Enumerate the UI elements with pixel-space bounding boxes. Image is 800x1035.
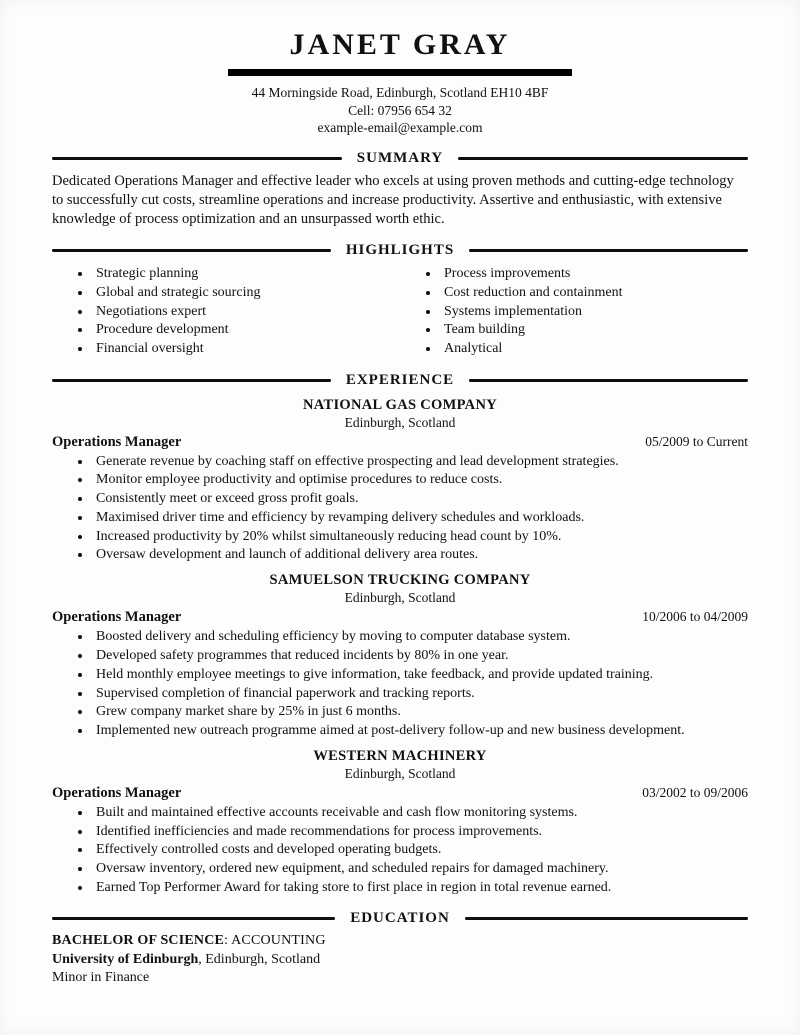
job-role: Operations Manager <box>52 609 182 626</box>
section-rule-left <box>52 379 331 382</box>
list-item: • Consistently meet or exceed gross profit goals. <box>92 490 748 508</box>
summary-text: Dedicated Operations Manager and effective leader who excels at using proven methods and cutting-edge technology to successfully cut costs, streamline operations and increase productivity. Assertive and enthusiastic, with extensive knowledge of process optimization and an unsurpassed worth ethic. <box>52 172 734 228</box>
job-role: Operations Manager <box>52 784 182 801</box>
list-item: • Identified inefficiencies and made recommendations for process improvements. <box>92 823 748 841</box>
contact-email: example-email@example.com <box>317 120 483 136</box>
section-rule-right <box>465 917 748 920</box>
education-section-header <box>52 910 748 927</box>
education-degree <box>52 932 748 951</box>
experience-job <box>52 397 748 565</box>
list-item: • Global and strategic sourcing <box>92 284 400 302</box>
section-rule-right <box>458 157 748 160</box>
list-item: • Strategic planning <box>92 265 400 283</box>
experience-section-header <box>52 372 748 389</box>
experience-job <box>52 572 748 740</box>
contact-address: 44 Morningside Road, Edinburgh, Scotland EH10 4BF <box>251 85 549 100</box>
role-row <box>52 434 748 451</box>
list-item: • Financial oversight <box>92 340 400 358</box>
list-item: • Effectively controlled costs and developed operating budgets. <box>92 841 748 859</box>
list-item: • Held monthly employee meetings to give information, take feedback, and provide updated training. <box>92 666 748 684</box>
highlights-right-list <box>400 264 748 358</box>
summary-section-header <box>52 150 748 167</box>
list-item: • Maximised driver time and efficiency by revamping delivery schedules and workloads. <box>92 509 748 527</box>
experience-section-title: EXPERIENCE <box>345 371 455 388</box>
section-rule-left <box>52 157 342 160</box>
list-item: • Procedure development <box>92 321 400 339</box>
highlights-section-header <box>52 242 748 259</box>
highlights-section-title: HIGHLIGHTS <box>345 242 455 259</box>
company-location: Edinburgh, Scotland <box>344 414 456 430</box>
company-location: Edinburgh, Scotland <box>344 590 456 606</box>
list-item: • Built and maintained effective accounts receivable and cash flow monitoring systems. <box>92 804 748 822</box>
experience-job <box>52 748 748 897</box>
job-dates: 10/2006 to 04/2009 <box>642 609 748 625</box>
list-item: • Earned Top Performer Award for taking store to first place in region in total revenue earned. <box>92 879 748 897</box>
list-item: • Grew company market share by 25% in just 6 months. <box>92 703 748 721</box>
list-item: • Team building <box>440 321 748 339</box>
list-item: • Monitor employee productivity and optimise procedures to reduce costs. <box>92 471 748 489</box>
job-dates: 03/2002 to 09/2006 <box>642 784 748 800</box>
list-item: • Oversaw inventory, ordered new equipment, and scheduled repairs for damaged machinery. <box>92 860 748 878</box>
list-item: • Process improvements <box>440 265 748 283</box>
section-rule-left <box>52 917 335 920</box>
school-detail: , Edinburgh, Scotland <box>198 951 321 967</box>
highlights-left-list <box>52 264 400 358</box>
job-role: Operations Manager <box>52 433 182 450</box>
company-name: WESTERN MACHINERY <box>313 747 487 764</box>
contact-phone: Cell: 07956 654 32 <box>348 102 452 118</box>
role-row <box>52 609 748 626</box>
list-item: • Boosted delivery and scheduling efficiency by moving to computer database system. <box>92 628 748 646</box>
resume-header <box>52 28 748 137</box>
list-item: • Developed safety programmes that reduced incidents by 80% in one year. <box>92 647 748 665</box>
list-item: • Supervised completion of financial paperwork and tracking reports. <box>92 685 748 703</box>
education-school <box>52 951 748 970</box>
list-item: • Systems implementation <box>440 303 748 321</box>
company-location: Edinburgh, Scotland <box>344 765 456 781</box>
education-block <box>52 932 748 989</box>
list-item: • Oversaw development and launch of additional delivery area routes. <box>92 546 748 564</box>
degree-name: BACHELOR OF SCIENCE <box>52 932 225 948</box>
section-rule-right <box>469 249 748 252</box>
section-rule-right <box>469 379 748 382</box>
summary-section-title: SUMMARY <box>356 149 444 166</box>
name-underline-bar <box>228 69 572 76</box>
job-bullet-list <box>52 804 748 897</box>
role-row <box>52 785 748 802</box>
list-item: • Generate revenue by coaching staff on effective prospecting and lead development strategies. <box>92 453 748 471</box>
contact-block <box>52 84 748 137</box>
list-item: • Analytical <box>440 340 748 358</box>
list-item: • Cost reduction and containment <box>440 284 748 302</box>
education-section-title: EDUCATION <box>350 909 450 926</box>
page-title: JANET GRAY <box>289 28 511 61</box>
list-item: • Implemented new outreach programme aimed at post-delivery follow-up and new business development. <box>92 722 748 740</box>
job-bullet-list <box>52 628 748 740</box>
school-name: University of Edinburgh <box>52 951 199 967</box>
education-minor: Minor in Finance <box>52 970 150 986</box>
job-dates: 05/2009 to Current <box>645 433 748 449</box>
company-name: NATIONAL GAS COMPANY <box>303 396 497 413</box>
company-name: SAMUELSON TRUCKING COMPANY <box>269 572 531 589</box>
section-rule-left <box>52 249 331 252</box>
highlights-columns <box>52 264 748 358</box>
job-bullet-list <box>52 453 748 565</box>
list-item: • Negotiations expert <box>92 303 400 321</box>
list-item: • Increased productivity by 20% whilst simultaneously reducing head count by 10%. <box>92 528 748 546</box>
degree-detail: : ACCOUNTING <box>224 932 326 948</box>
